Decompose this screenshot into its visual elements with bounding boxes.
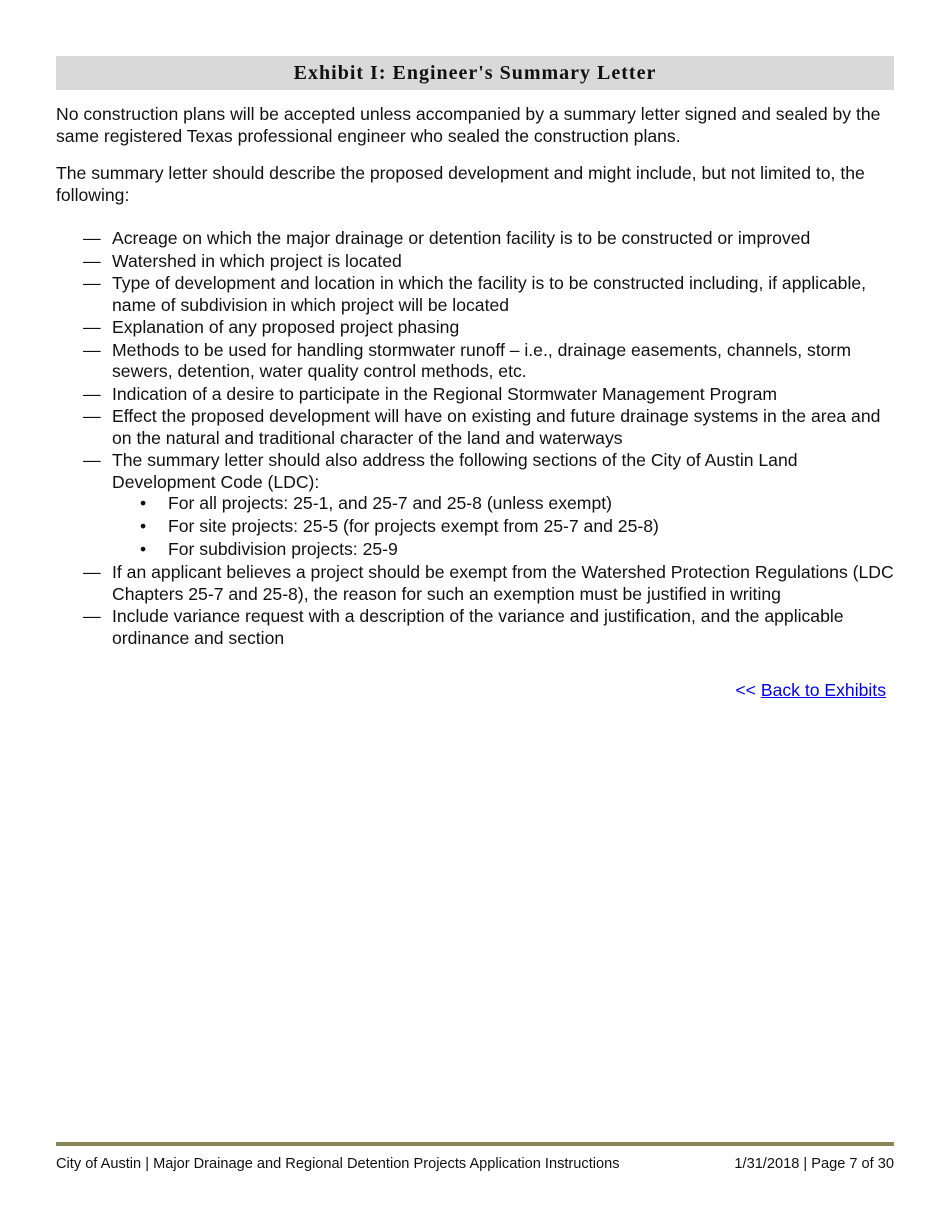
intro-paragraph: The summary letter should describe the proposed development and might include, but not limited to, the following: — [56, 163, 865, 205]
dash-icon: — — [83, 606, 101, 626]
list-item: — Explanation of any proposed project phasing — [83, 317, 460, 337]
dash-icon: — — [83, 562, 101, 582]
dash-icon: — — [83, 317, 101, 337]
sub-list-item: • For site projects: 25-5 (for projects exempt from 25-7 and 25-8) — [140, 516, 659, 536]
list-item: — Effect the proposed development will have on existing and future drainage systems in the area and on the natural and traditional character of the land and waterways — [83, 406, 881, 448]
dash-icon: — — [83, 339, 101, 360]
bullet-icon: • — [140, 539, 147, 559]
bullet-icon: • — [140, 516, 147, 536]
footer-divider — [56, 1142, 894, 1146]
list-item: — Include variance request with a description of the variance and justification, and the applicable ordinance and section — [83, 606, 844, 648]
list-item: — Type of development and location in which the facility is to be constructed including, if applicable, name of subdivision in which project will be located — [83, 273, 867, 315]
dash-icon: — — [83, 228, 101, 248]
dash-icon: — — [83, 406, 101, 426]
dash-icon: — — [83, 273, 101, 293]
list-item: — Methods to be used for handling stormwater runoff – i.e., drainage easements, channels, storm sewers, detention, water quality control methods, etc. — [83, 339, 852, 381]
footer-page-info: 1/31/2018 | Page 7 of 30 — [734, 1156, 894, 1172]
back-arrow-icon: << — [735, 680, 756, 700]
back-to-exhibits — [735, 680, 886, 701]
intro-paragraph: No construction plans will be accepted unless accompanied by a summary letter signed and sealed by the same registered Texas professional engineer who sealed the construction plans. — [56, 104, 881, 146]
back-to-exhibits-link[interactable]: Back to Exhibits — [760, 680, 886, 700]
document-body — [56, 104, 896, 650]
sub-list-item: • For all projects: 25-1, and 25-7 and 25-8 (unless exempt) — [140, 493, 612, 513]
sub-list-item: • For subdivision projects: 25-9 — [140, 539, 398, 559]
dash-icon: — — [83, 250, 101, 271]
list-item: — Indication of a desire to participate in the Regional Stormwater Management Program — [83, 383, 778, 404]
ldc-sections-list — [112, 493, 896, 561]
list-item: — If an applicant believes a project should be exempt from the Watershed Protection Regulations (LDC Chapters 25-7 and 25-8), the reason for such an exemption must be justified in writing — [83, 562, 894, 604]
requirements-list — [56, 228, 896, 649]
footer-document-title: City of Austin | Major Drainage and Regional Detention Projects Application Instructions — [56, 1156, 620, 1172]
bullet-icon: • — [140, 493, 147, 513]
dash-icon: — — [83, 383, 101, 404]
list-item: — Acreage on which the major drainage or detention facility is to be constructed or improved — [83, 228, 811, 248]
list-item: — Watershed in which project is located — [83, 250, 402, 271]
page-title: Exhibit I: Engineer's Summary Letter — [56, 56, 894, 90]
list-item: — The summary letter should also address the following sections of the City of Austin Land Development Code (LDC): • For all projects: 25-1, and 25-7 and 25-8 (unless exempt) • For site projects: 25-5 (for projects exempt from 25-7 and 25-8) • For subdivision projects: 25-9 — [56, 450, 896, 561]
dash-icon: — — [83, 450, 101, 470]
